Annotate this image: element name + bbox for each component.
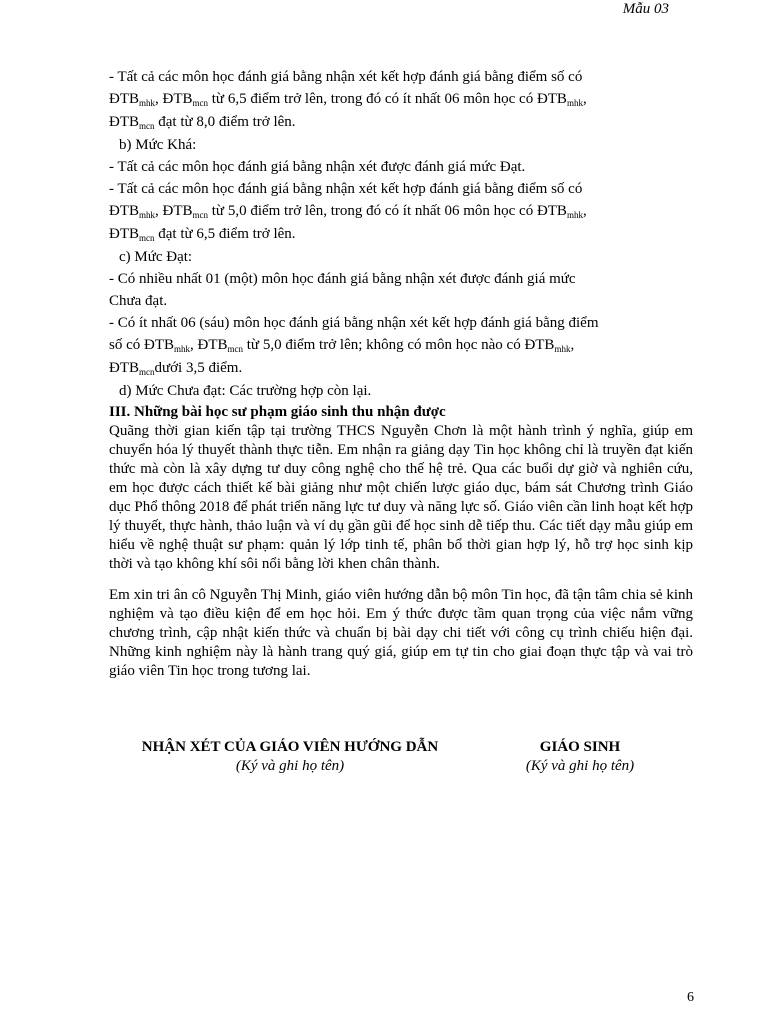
document-body — [109, 66, 693, 681]
form-label: Mẫu 03 — [622, 1, 669, 17]
criterion-fair-heading: b) Mức Khá: — [119, 137, 197, 153]
criterion-fair-line-2: - Tất cả các môn học đánh giá bằng nhận xét kết hợp đánh giá bằng điểm số có — [109, 181, 583, 197]
advisor-signature-title: NHẬN XÉT CỦA GIÁO VIÊN HƯỚNG DẪN — [141, 739, 439, 755]
criterion-good-line-3: $ĐTB_{mcn}$ đạt từ 8,0 điểm trở lên. — [109, 114, 296, 131]
criterion-pass-line-4: số có $ĐTB_{mhk}$, $ĐTB_{mcn}$ từ 5,0 điểm trở lên; không có môn học nào có $ĐTB_{mhk}$, — [109, 337, 575, 354]
criterion-pass-line-3: - Có ít nhất 06 (sáu) môn học đánh giá bằng nhận xét kết hợp đánh giá bằng điểm — [109, 315, 599, 331]
page-number: 6 — [687, 990, 694, 1005]
criterion-pass-heading: c) Mức Đạt: — [119, 249, 193, 265]
criterion-fair-line-4: $ĐTB_{mcn}$ đạt từ 6,5 điểm trở lên. — [109, 226, 296, 243]
section-3-heading: III. Những bài học sư phạm giáo sinh thu nhận được — [109, 404, 446, 420]
criterion-good-line-1: - Tất cả các môn học đánh giá bằng nhận xét kết hợp đánh giá bằng điểm số có — [109, 69, 583, 85]
criterion-good-line-2: $ĐTB_{mhk}$, $ĐTB_{mcn}$ từ 6,5 điểm trở lên, trong đó có ít nhất 06 môn học có $ĐTB_{mhk}$, — [109, 91, 587, 108]
student-signature-block — [500, 738, 660, 776]
advisor-signature-note: (Ký và ghi họ tên) — [235, 758, 345, 774]
criterion-pass-line-5: $ĐTB_{mcn}dưới$ 3,5 điểm. — [109, 360, 243, 377]
section-3-paragraph-1: Quãng thời gian kiến tập tại trường THCS Nguyễn Chơn là một hành trình ý nghĩa, giúp em chuyển hóa lý thuyết thành thực tiễn. Em nhận ra giảng dạy Tin học không chỉ là truyền đạt kiến thức mà còn là xây dựng tư duy công nghệ cho thế hệ trẻ. Qua các buổi dự giờ và nghiên cứu, em học được cách thiết kế bài giảng như một chiến lược giáo dục, bám sát Chương trình Giáo dục Phổ thông 2018 để phát triển năng lực tư duy và năng lực số. Giáo viên cần linh hoạt kết hợp lý thuyết, thực hành, thảo luận và ví dụ gần gũi để học sinh dễ tiếp thu. Các tiết dạy mẫu giúp em hiểu về nghệ thuật sư phạm: quản lý lớp tinh tế, phân bổ thời gian hợp lý, hỗ trợ học sinh kịp thời và tạo không khí sôi nổi bằng lời khen chân thành. — [109, 423, 693, 572]
criterion-pass-line-2: Chưa đạt. — [109, 293, 168, 309]
criterion-pass-line-1: - Có nhiều nhất 01 (một) môn học đánh giá bằng nhận xét được đánh giá mức — [109, 271, 576, 287]
criterion-fair-line-1: - Tất cả các môn học đánh giá bằng nhận xét được đánh giá mức Đạt. — [109, 159, 526, 175]
criterion-fail-heading: d) Mức Chưa đạt: Các trường hợp còn lại. — [119, 383, 372, 399]
advisor-signature-block — [114, 738, 466, 776]
criterion-fair-line-3: $ĐTB_{mhk}$, $ĐTB_{mcn}$ từ 5,0 điểm trở lên, trong đó có ít nhất 06 môn học có $ĐTB_{mhk}$, — [109, 203, 587, 220]
student-signature-title: GIÁO SINH — [539, 739, 621, 755]
section-3-paragraph-2: Em xin tri ân cô Nguyễn Thị Minh, giáo viên hướng dẫn bộ môn Tin học, đã tận tâm chia sẻ kinh nghiệm và tạo điều kiện để em học hỏi. Em ý thức được tầm quan trọng của việc nắm vững chương trình, cập nhật kiến thức và chuẩn bị bài dạy chi tiết với công cụ trình chiếu hiện đại. Những kinh nghiệm này là hành trang quý giá, giúp em tự tin cho giai đoạn thực tập và vai trò giáo viên Tin học trong tương lai. — [109, 587, 693, 679]
student-signature-note: (Ký và ghi họ tên) — [525, 758, 635, 774]
